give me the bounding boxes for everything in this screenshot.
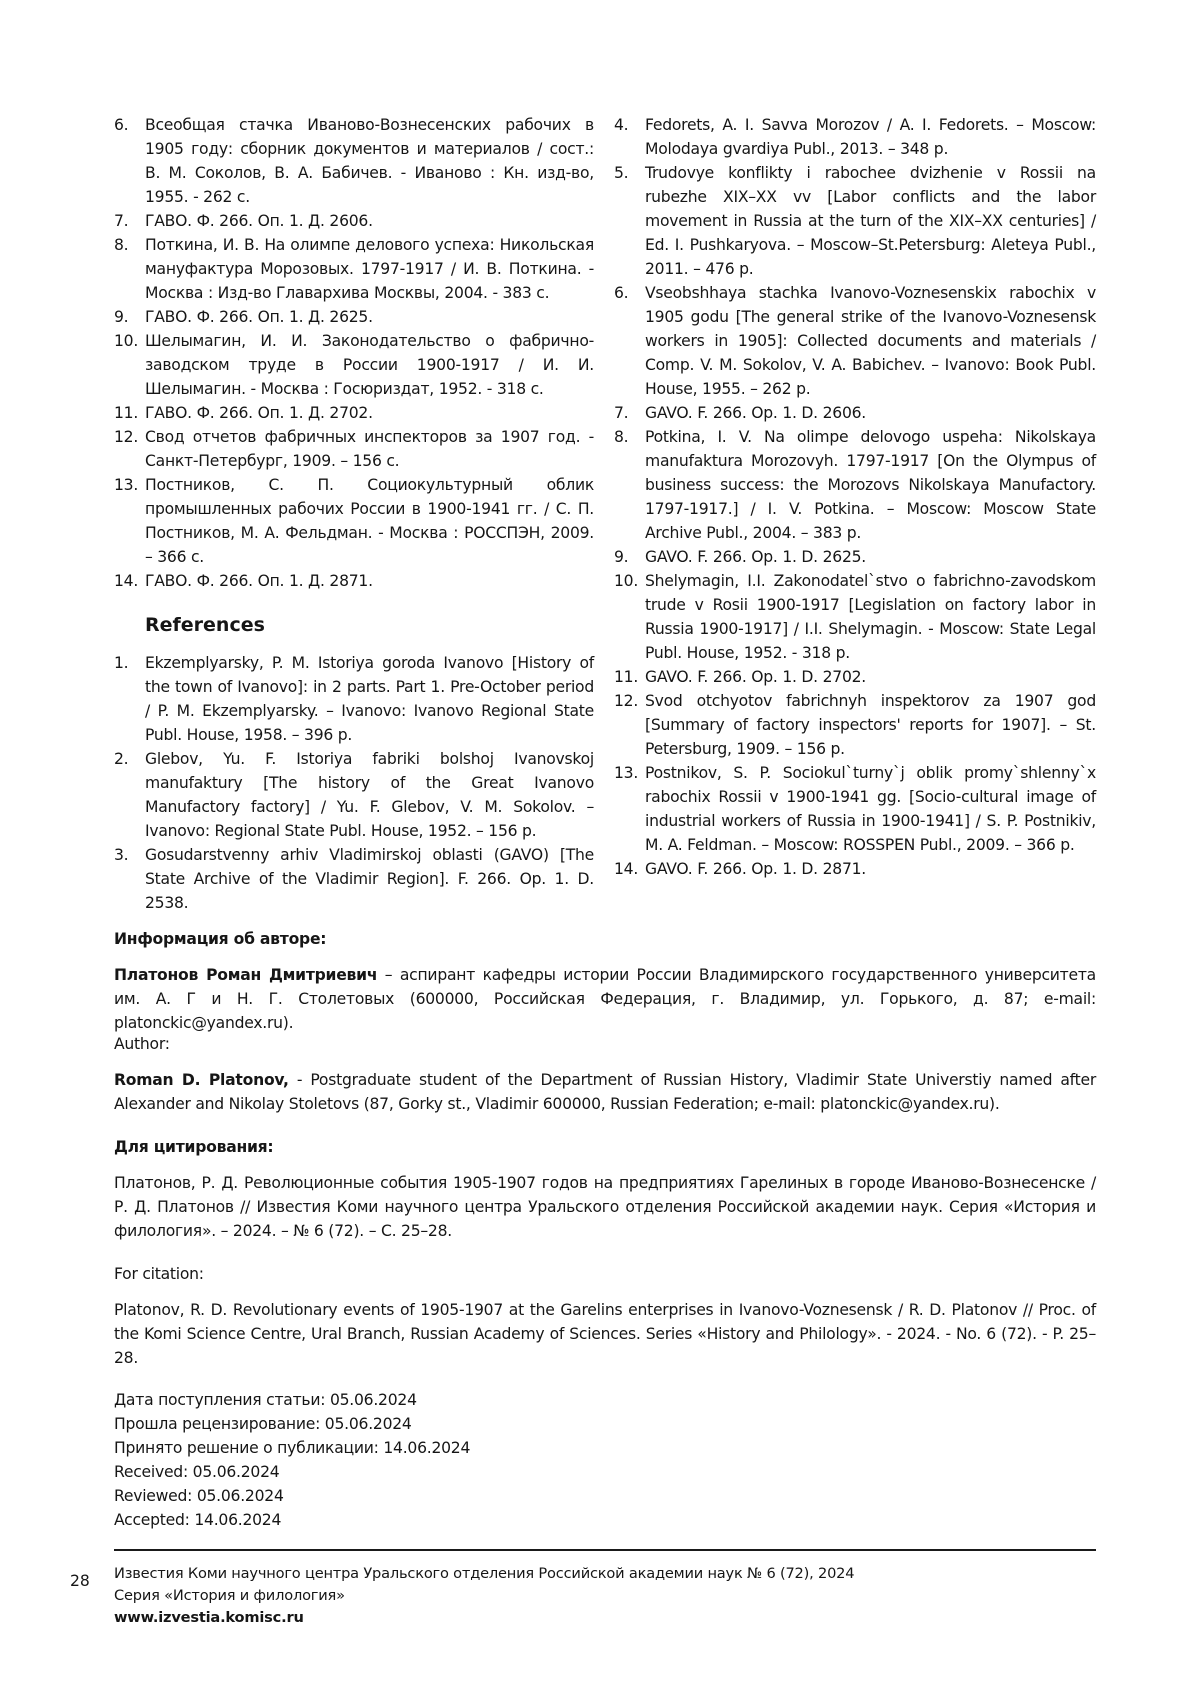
reference-entry-item — [114, 843, 594, 915]
reference-entry-text: Glebov, Yu. F. Istoriya fabriki bolshoj Ivanovskoj manufaktury [The history of the Great Ivanovo Manufactory factory] / Yu. F. Glebov, V. M. Sokolov. – Ivanovo: Regional State Publ. House, 1952. – 156 p. — [145, 750, 594, 840]
bibliography-entry-number: 9. — [114, 308, 129, 326]
reference-entry-text: Trudovye konflikty i rabochee dvizhenie v Rossii na rubezhe XIX–XX vv [Labor conflicts and the labor movement in Russia at the turn of the XIX–XX centuries] / Ed. I. Pushkaryova. – Moscow–St.Petersburg: Aleteya Publ., 2011. – 476 p. — [645, 164, 1096, 278]
author-description-ru: – аспирант кафедры истории России Владимирского государственного университета им. А. Г и Н. Г. Столетовых (600000, Российская Федерация, г. Владимир, ул. Горького, д. 87; e-mail: platonckic@yandex.ru). — [114, 966, 1096, 1032]
bibliography-entry-text: Постников, С. П. Социокультурный облик промышленных рабочих России в 1900-1941 гг. / С. П. Постников, М. А. Фельдман. - Москва : РОССПЭН, 2009. – 366 с. — [145, 476, 594, 566]
reference-entry-item — [614, 161, 1096, 281]
reference-entry-item — [614, 401, 1096, 425]
author-info-en — [114, 1032, 1096, 1116]
bibliography-entry-number: 8. — [114, 236, 129, 254]
bibliography-entry-item — [114, 113, 594, 209]
date-reviewed-ru: Прошла рецензирование: 05.06.2024 — [114, 1415, 412, 1433]
reference-entry-number: 12. — [614, 692, 639, 710]
bibliography-entry-item — [114, 305, 594, 329]
author-name-en: Roman D. Platonov, — [114, 1071, 289, 1089]
author-description-en: - Postgraduate student of the Department of Russian History, Vladimir State Universtiy named after Alexander and Nikolay Stoletovs (87, Gorky st., Vladimir 600000, Russian Federation; e-mail: platonckic@yandex.ru). — [114, 1071, 1096, 1113]
reference-entry-text: GAVO. F. 266. Op. 1. D. 2606. — [645, 404, 866, 422]
bibliography-entry-text: ГАВО. Ф. 266. Оп. 1. Д. 2625. — [145, 308, 373, 326]
reference-entry-number: 6. — [614, 284, 629, 302]
bibliography-entry-text: Свод отчетов фабричных инспекторов за 1907 год. - Санкт-Петербург, 1909. – 156 с. — [145, 428, 594, 470]
reference-entry-text: GAVO. F. 266. Op. 1. D. 2702. — [645, 668, 866, 686]
bibliography-entry-text: ГАВО. Ф. 266. Оп. 1. Д. 2871. — [145, 572, 373, 590]
reference-entry-item — [614, 761, 1096, 857]
reference-entry-item — [614, 425, 1096, 545]
left-column — [114, 113, 594, 915]
reference-entry-item — [614, 113, 1096, 161]
reference-entry-text: GAVO. F. 266. Op. 1. D. 2625. — [645, 548, 866, 566]
author-info-ru-heading: Информация об авторе: — [114, 930, 327, 948]
citation-ru-text: Платонов, Р. Д. Революционные события 1905-1907 годов на предприятиях Гарелиных в городе Иваново-Вознесенске / Р. Д. Платонов // Известия Коми научного центра Уральского отделения Российской академии наук. Серия «История и филология». – 2024. – № 6 (72). – С. 25–28. — [114, 1174, 1096, 1240]
reference-entry-number: 7. — [614, 404, 629, 422]
reference-entry-number: 5. — [614, 164, 629, 182]
bibliography-entry-number: 13. — [114, 476, 139, 494]
bibliography-entry-number: 11. — [114, 404, 139, 422]
reference-entry-text: Fedorets, A. I. Savva Morozov / A. I. Fedorets. – Moscow: Molodaya gvardiya Publ., 2013. – 348 p. — [645, 116, 1096, 158]
author-info-en-heading: Author: — [114, 1035, 170, 1053]
reference-entry-item — [614, 665, 1096, 689]
date-reviewed-en: Reviewed: 05.06.2024 — [114, 1487, 284, 1505]
bibliography-entry-text: Всеобщая стачка Иваново-Вознесенских рабочих в 1905 году: сборник документов и материалов / сост.: В. М. Соколов, В. А. Бабичев. - Иваново : Кн. изд-во, 1955. - 262 с. — [145, 116, 594, 206]
bibliography-entry-text: ГАВО. Ф. 266. Оп. 1. Д. 2606. — [145, 212, 373, 230]
russian-bibliography-list — [114, 113, 594, 593]
bibliography-entry-item — [114, 233, 594, 305]
footer-series-line: Серия «История и филология» — [114, 1587, 345, 1604]
reference-entry-text: GAVO. F. 266. Op. 1. D. 2871. — [645, 860, 866, 878]
page-number: 28 — [70, 1572, 90, 1590]
citation-ru — [114, 1135, 1096, 1243]
reference-entry-text: Potkina, I. V. Na olimpe delovogo uspeha: Nikolskaya manufaktura Morozovyh. 1797-1917 [On the Olympus of business success: the Morozovs Nikolskaya Manufactory. 1797-1917.] / I. V. Potkina. – Moscow: Moscow State Archive Publ., 2004. – 383 p. — [645, 428, 1096, 542]
citation-en-heading: For citation: — [114, 1265, 204, 1283]
citation-en — [114, 1262, 1096, 1370]
bibliography-entry-number: 10. — [114, 332, 139, 350]
reference-entry-item — [614, 569, 1096, 665]
reference-entry-item — [114, 651, 594, 747]
date-received-en: Received: 05.06.2024 — [114, 1463, 280, 1481]
reference-entry-text: Vseobshhaya stachka Ivanovo-Voznesenskix rabochix v 1905 godu [The general strike of the Ivanovo-Voznesensk workers in 1905]: Collected documents and materials / Comp. V. M. Sokolov, V. A. Babichev. – Ivanovo: Book Publ. House, 1955. – 262 p. — [645, 284, 1096, 398]
bibliography-entry-text: Поткина, И. В. На олимпе делового успеха: Никольская мануфактура Морозовых. 1797-1917 / И. В. Поткина. - Москва : Изд-во Главархива Москвы, 2004. - 383 с. — [145, 236, 594, 302]
reference-entry-number: 13. — [614, 764, 639, 782]
bibliography-entry-item — [114, 569, 594, 593]
author-info-ru — [114, 927, 1096, 1035]
date-accepted-en: Accepted: 14.06.2024 — [114, 1511, 282, 1529]
right-column — [614, 113, 1096, 881]
bibliography-entry-number: 6. — [114, 116, 129, 134]
bibliography-entry-item — [114, 209, 594, 233]
bibliography-entry-number: 7. — [114, 212, 129, 230]
reference-entry-number: 3. — [114, 846, 129, 864]
reference-entry-number: 11. — [614, 668, 639, 686]
author-name-ru: Платонов Роман Дмитриевич — [114, 966, 378, 984]
bibliography-entry-item — [114, 401, 594, 425]
bibliography-entry-item — [114, 329, 594, 401]
bibliography-entry-item — [114, 425, 594, 473]
bibliography-entry-number: 12. — [114, 428, 139, 446]
reference-entry-number: 1. — [114, 654, 129, 672]
reference-entry-text: Gosudarstvenny arhiv Vladimirskoj oblasti (GAVO) [The State Archive of the Vladimir Region]. F. 266. Op. 1. D. 2538. — [145, 846, 594, 912]
footer-website-link[interactable]: www.izvestia.komisc.ru — [114, 1609, 304, 1626]
bibliography-entry-number: 14. — [114, 572, 139, 590]
citation-en-text: Platonov, R. D. Revolutionary events of 1905-1907 at the Garelins enterprises in Ivanovo-Voznesensk / R. D. Platonov // Proc. of the Komi Science Centre, Ural Branch, Russian Academy of Sciences. Series «History and Philology». - 2024. - No. 6 (72). - P. 25–28. — [114, 1301, 1096, 1367]
reference-entry-text: Postnikov, S. P. Sociokul`turny`j oblik promy`shlenny`x rabochix Rossii v 1900-1941 gg. [Socio-cultural image of industrial workers of Russia in 1900-1941] / S. P. Postnikiv, M. A. Feldman. – Moscow: ROSSPEN Publ., 2009. – 366 p. — [645, 764, 1096, 854]
english-references-list-continued — [614, 113, 1096, 881]
reference-entry-text: Svod otchyotov fabrichnyh inspektorov za 1907 god [Summary of factory inspectors' reports for 1907]. – St. Petersburg, 1909. – 156 p. — [645, 692, 1096, 758]
citation-ru-heading: Для цитирования: — [114, 1138, 274, 1156]
footer-divider — [114, 1549, 1096, 1551]
english-references-list — [114, 651, 594, 915]
article-dates — [114, 1388, 1096, 1532]
bibliography-entry-text: ГАВО. Ф. 266. Оп. 1. Д. 2702. — [145, 404, 373, 422]
reference-entry-number: 14. — [614, 860, 639, 878]
references-heading: References — [145, 614, 265, 636]
author-info-en-text — [114, 1068, 1096, 1116]
reference-entry-item — [614, 281, 1096, 401]
reference-entry-number: 9. — [614, 548, 629, 566]
footer-journal-line: Известия Коми научного центра Уральского отделения Российской академии наук № 6 (72), 2024 — [114, 1565, 855, 1582]
reference-entry-item — [614, 857, 1096, 881]
bibliography-entry-text: Шелымагин, И. И. Законодательство о фабрично-заводском труде в России 1900-1917 / И. И. Шелымагин. - Москва : Госюриздат, 1952. - 318 с. — [145, 332, 594, 398]
reference-entry-text: Ekzemplyarsky, P. M. Istoriya goroda Ivanovo [History of the town of Ivanovo]: in 2 parts. Part 1. Pre-October period / P. M. Ekzemplyarsky. – Ivanovo: Ivanovo Regional State Publ. House, 1958. – 396 p. — [145, 654, 594, 744]
date-received-ru: Дата поступления статьи: 05.06.2024 — [114, 1391, 417, 1409]
reference-entry-number: 4. — [614, 116, 629, 134]
reference-entry-number: 8. — [614, 428, 629, 446]
reference-entry-number: 10. — [614, 572, 639, 590]
reference-entry-number: 2. — [114, 750, 129, 768]
date-accepted-ru: Принято решение о публикации: 14.06.2024 — [114, 1439, 471, 1457]
reference-entry-item — [614, 689, 1096, 761]
reference-entry-text: Shelymagin, I.I. Zakonodatel`stvo o fabrichno-zavodskom trude v Rosii 1900-1917 [Legislation on factory labor in Russia 1900-1917] / I.I. Shelymagin. - Moscow: State Legal Publ. House, 1952. - 318 p. — [645, 572, 1096, 662]
bibliography-entry-item — [114, 473, 594, 569]
footer — [114, 1563, 854, 1629]
author-info-ru-text — [114, 963, 1096, 1035]
reference-entry-item — [614, 545, 1096, 569]
reference-entry-item — [114, 747, 594, 843]
